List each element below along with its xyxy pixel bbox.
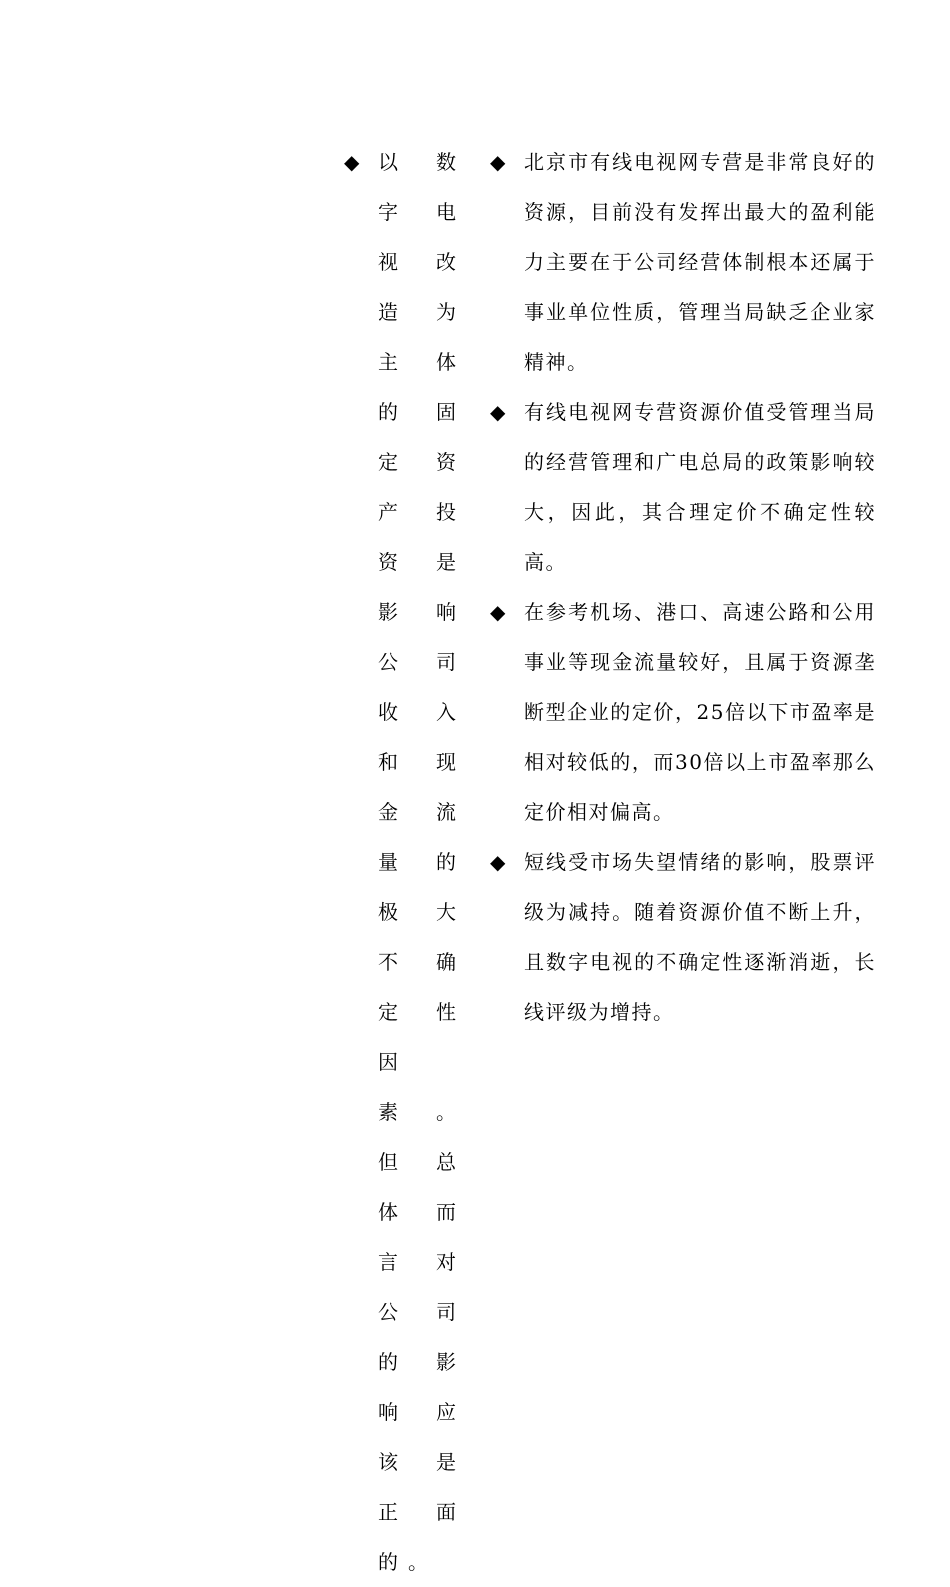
list-item bbox=[490, 587, 890, 837]
left-paragraph-text: 以数字电视改造为主体的固定资产投资是影响公司收入和现金流量的极大不确定性因素。但总体而言对公司的影响应该是正面的。 bbox=[378, 150, 466, 1574]
diamond-bullet-icon: ◆ bbox=[490, 400, 506, 424]
diamond-bullet-icon: ◆ bbox=[490, 850, 506, 874]
list-item bbox=[490, 387, 890, 587]
diamond-bullet-icon: ◆ bbox=[344, 150, 360, 174]
list-item-text: 北京市有线电视网专营是非常良好的资源，目前没有发挥出最大的盈利能力主要在于公司经营体制根本还属于事业单位性质，管理当局缺乏企业家精神。 bbox=[524, 150, 876, 374]
list-item-text: 在参考机场、港口、高速公路和公用事业等现金流量较好，且属于资源垄断型企业的定价，25倍以下市盈率是相对较低的，而30倍以上市盈率那么定价相对偏高。 bbox=[524, 600, 876, 824]
diamond-bullet-icon: ◆ bbox=[490, 150, 506, 174]
diamond-bullet-icon: ◆ bbox=[490, 600, 506, 624]
right-bullet-list bbox=[490, 137, 890, 1037]
list-item-text: 短线受市场失望情绪的影响，股票评级为减持。随着资源价值不断上升，且数字电视的不确定性逐渐消逝，长线评级为增持。 bbox=[524, 850, 876, 1024]
list-item bbox=[490, 137, 890, 387]
list-item bbox=[490, 837, 890, 1037]
list-item-text: 有线电视网专营资源价值受管理当局的经营管理和广电总局的政策影响较大，因此，其合理定价不确定性较高。 bbox=[524, 400, 876, 574]
left-bullet-paragraph bbox=[344, 137, 466, 1587]
